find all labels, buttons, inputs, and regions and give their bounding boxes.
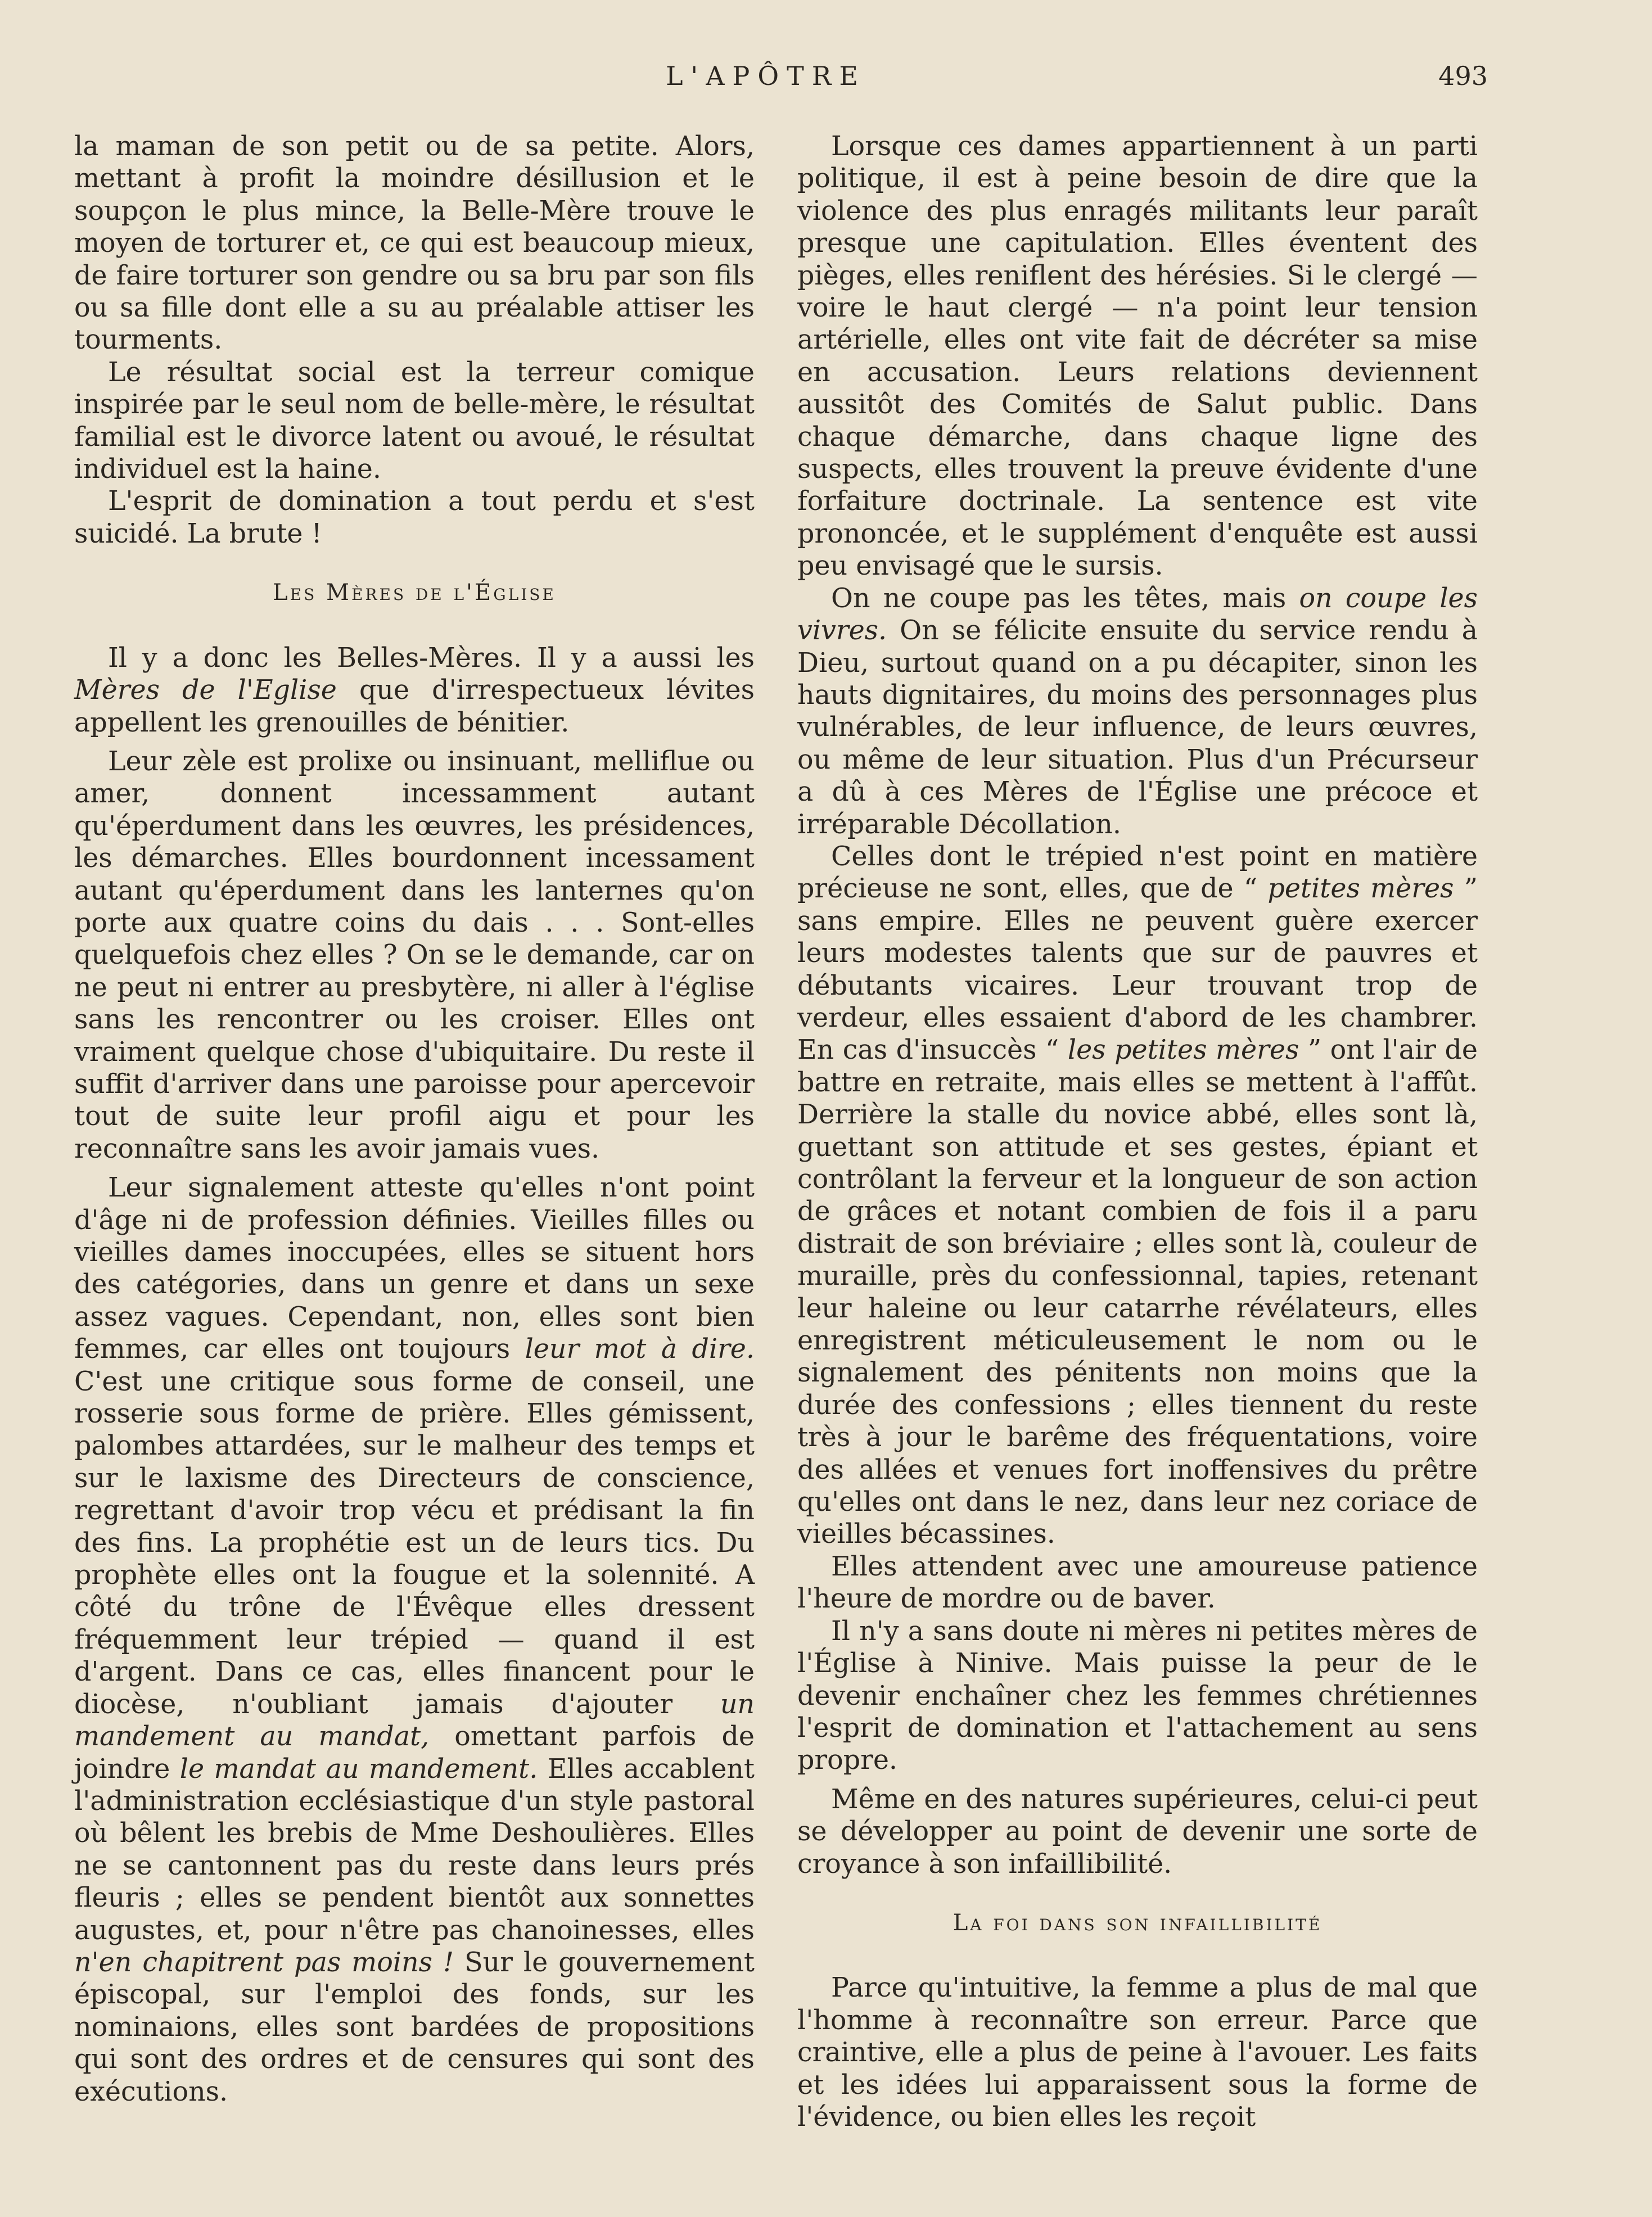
italic-text: un mandement au mandat, <box>74 1688 755 1753</box>
page-number: 493 <box>1438 61 1488 91</box>
paragraph <box>797 841 1478 1551</box>
italic-text: Mères de l'Eglise <box>74 675 337 706</box>
text-run: Elles accablent l'administration ecclésiastique d'un style pastoral où bêlent les brebis de Mme Deshoulières. Elles ne se cantonnent pas du reste dans leurs prés fleuris ; elles se pendent bientôt aux sonnettes augustes, et, pour n'être pas chanoinesses, elles <box>74 1753 755 1946</box>
italic-text: petites mères <box>1267 873 1454 905</box>
italic-text: on coupe les vivres. <box>797 583 1478 647</box>
paragraph: Il n'y a sans doute ni mères ni petites mères de l'Église à Ninive. Mais puisse la peur de le devenir enchaîner chez les femmes chrétiennes l'esprit de domination et l'attachement au sens propre. <box>797 1615 1478 1776</box>
text-run: Leur signalement atteste qu'elles n'ont point d'âge ni de profession définies. Vieilles filles ou vieilles dames inoccupées, elles se situent hors des catégories, dans un genre et dans un sexe assez vagues. Cependant, non, elles sont bien femmes, car elles ont toujours <box>74 1172 755 1365</box>
paragraph: L'esprit de domination a tout perdu et s'est suicidé. La brute ! <box>74 486 755 549</box>
right-column <box>797 130 1478 2133</box>
paragraph <box>74 1172 755 2108</box>
paragraph <box>74 642 755 739</box>
running-head <box>0 61 1652 100</box>
left-column <box>74 130 755 2108</box>
italic-text: le mandat au mandement. <box>179 1753 538 1785</box>
paragraph: Elles attendent avec une amoureuse patience l'heure de mordre ou de baver. <box>797 1551 1478 1615</box>
section-heading: Les Mères de l'Église <box>273 580 556 606</box>
italic-text: leur mot à dire. <box>525 1334 755 1365</box>
paragraph: Parce qu'intuitive, la femme a plus de mal que l'homme à reconnaître son erreur. Parce que craintive, elle a plus de peine à l'avouer. Les faits et les idées lui apparaissent sous la forme de l'évidence, ou bien elles les reçoit <box>797 1972 1478 2133</box>
italic-text: les petites mères <box>1067 1035 1299 1066</box>
paragraph: Même en des natures supérieures, celui-ci peut se développer au point de devenir une sorte de croyance à son infaillibilité. <box>797 1783 1478 1880</box>
paragraph: Lorsque ces dames appartiennent à un parti politique, il est à peine besoin de dire que la violence des plus enragés militants leur paraît presque une capitulation. Elles éventent des pièges, elles reniflent des hérésies. Si le clergé — voire le haut clergé — n'a point leur tension artérielle, elles ont vite fait de décréter sa mise en accusation. Leurs relations deviennent aussitôt des Comités de Salut public. Dans chaque démarche, dans chaque ligne des suspects, elles trouvent la preuve évidente d'une forfaiture doctrinale. La sentence est vite prononcée, et le supplément d'enquête est aussi peu envisagé que le sursis. <box>797 131 1478 582</box>
paragraph: Le résultat social est la terreur comique inspirée par le seul nom de belle-mère, le résultat familial est le divorce latent ou avoué, le résultat individuel est la haine. <box>74 356 755 485</box>
text-run: Sur le gouvernement épiscopal, sur l'emploi des fonds, sur les nominaions, elles sont bardées de propositions qui sont des ordres et de censures qui sont des exécutions. <box>74 1947 755 2107</box>
text-run: C'est une critique sous forme de conseil, une rosserie sous forme de prière. Elles gémissent, palombes attardées, sur le malheur des temps et sur le laxisme des Directeurs de conscience, regrettant d'avoir trop vécu et prédisant la fin des fins. La prophétie est un de leurs tics. Du prophète elles ont la fougue et la solennité. A côté du trône de l'Évêque elles dressent fréquemment leur trépied — quand il est d'argent. Dans ce cas, elles financent pour le diocèse, n'oubliant jamais d'ajouter <box>74 1366 755 1720</box>
text-run: On ne coupe pas les têtes, mais <box>831 583 1299 614</box>
text-run: ” ont l'air de battre en retraite, mais elles se mettent à l'affût. Derrière la stalle du novice abbé, elles sont là, guettant son attitude et ses gestes, épiant et contrôlant la ferveur et la longueur de son action de grâces et notant combien de fois il a paru distrait de son bréviaire ; elles sont là, couleur de muraille, près du confessionnal, tapies, retenant leur haleine ou leur catarrhe révélateurs, elles enregistrent méticuleusement le nom ou le signalement des pénitents non moins que la durée des confessions ; elles tiennent du reste très à jour le barême des fréquentations, voire des allées et venues fort inoffensives du prêtre qu'elles ont dans le nez, dans leur nez coriace de vieilles bécassines. <box>797 1035 1478 1550</box>
running-title: L'APÔTRE <box>666 61 866 91</box>
text-run: ” sans empire. Elles ne peuvent guère exercer leurs modestes talents que sur de pauvres et débutants vicaires. Leur trouvant trop de verdeur, elles essaient d'abord de les chambrer. En cas d'insuccès “ <box>797 873 1478 1066</box>
text-run: Il y a donc les Belles-Mères. Il y a aussi les <box>108 642 755 674</box>
section-heading: La foi dans son infaillibilité <box>953 1909 1322 1936</box>
italic-text: n'en chapitrent pas moins ! <box>74 1947 454 1978</box>
text-run: On se félicite ensuite du service rendu à Dieu, surtout quand on a pu décapiter, sinon les hauts dignitaires, du moins des personnages plus vulnérables, de leur influence, de leurs œuvres, ou même de leur situation. Plus d'un Précurseur a dû à ces Mères de l'Église une précoce et irréparable Décollation. <box>797 615 1478 840</box>
paragraph: Leur zèle est prolixe ou insinuant, melliflue ou amer, donnent incessamment autant qu'éperdument dans les œuvres, les présidences, les démarches. Elles bourdonnent incessament autant qu'éperdument dans les lanternes qu'on porte aux quatre coins du dais . . . Sont-elles quelquefois chez elles ? On se le demande, car on ne peut ni entrer au presbytère, ni aller à l'église sans les rencontrer ou les croiser. Elles ont vraiment quelque chose d'ubiquitaire. Du reste il suffit d'arriver dans une paroisse pour apercevoir tout de suite leur profil aigu et pour les reconnaître sans les avoir jamais vues. <box>74 746 755 1164</box>
text-run: que d'irrespectueux lévites appellent les grenouilles de bénitier. <box>74 675 755 738</box>
paragraph <box>797 583 1478 841</box>
paragraph: la maman de son petit ou de sa petite. Alors, mettant à profit la moindre désillusion et le soupçon le plus mince, la Belle-Mère trouve le moyen de torturer et, ce qui est beaucoup mieux, de faire torturer son gendre ou sa bru par son fils ou sa fille dont elle a su au préalable attiser les tourments. <box>74 131 755 356</box>
text-run: Celles dont le trépied n'est point en matière précieuse ne sont, elles, que de “ <box>797 841 1478 905</box>
text-run: omettant parfois de joindre <box>74 1721 755 1785</box>
